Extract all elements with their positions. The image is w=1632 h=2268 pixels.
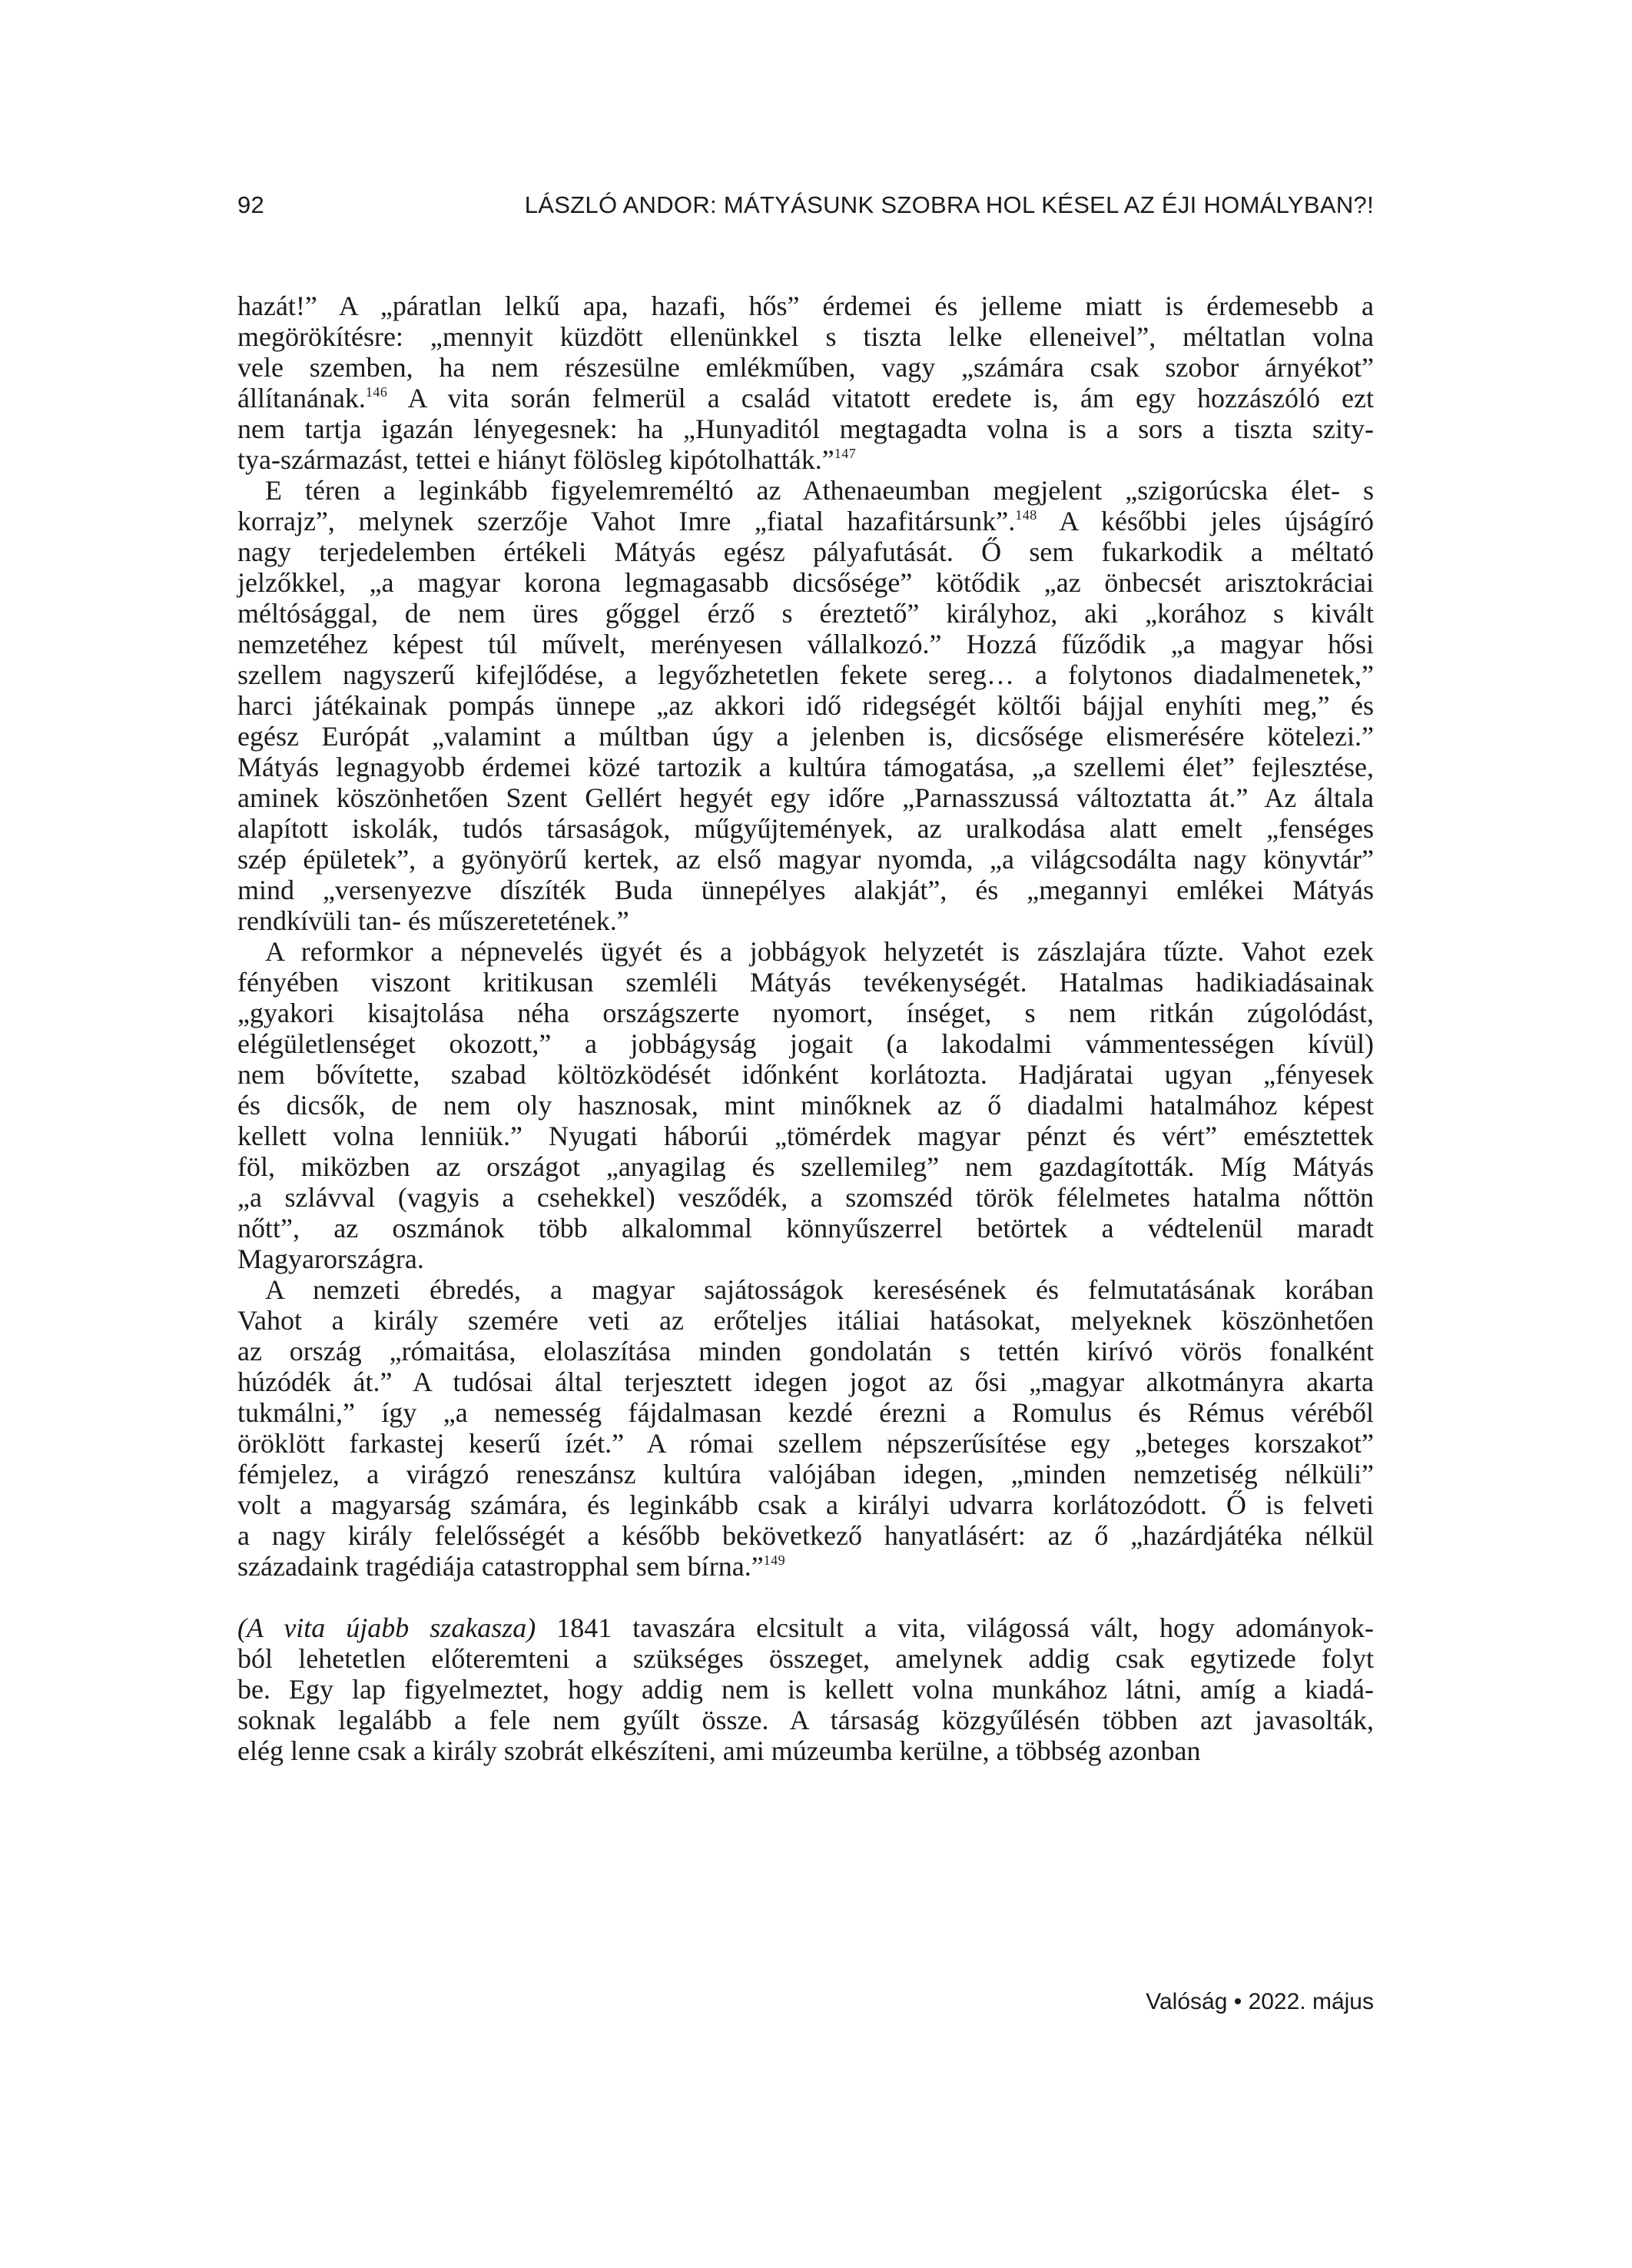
text-line bbox=[237, 998, 1374, 1028]
text-run: A reformkor a népnevelés ügyét és a jobbágyok helyzetét is zászlajára tűzte. Vahot ezek bbox=[265, 936, 1374, 967]
text-line bbox=[237, 905, 1374, 936]
footnote-ref: 147 bbox=[834, 446, 857, 461]
page-footer: Valóság • 2022. május bbox=[1146, 1989, 1374, 2014]
text-line bbox=[237, 475, 1374, 506]
page-number: 92 bbox=[237, 191, 265, 218]
text-run: húzódék át.” A tudósai által terjesztett idegen jogot az ősi „magyar alkotmányra akarta bbox=[237, 1366, 1374, 1397]
text-run: nem bővítette, szabad költözködését időnként korlátozta. Hadjáratai ugyan „fényesek bbox=[237, 1059, 1374, 1090]
text-line bbox=[237, 1643, 1374, 1674]
footnote-ref: 148 bbox=[1015, 507, 1037, 523]
text-line bbox=[237, 1244, 1374, 1274]
text-run: vele szemben, ha nem részesülne emlékműben, vagy „számára csak szobor árnyékot” bbox=[237, 352, 1374, 383]
text-line bbox=[237, 506, 1374, 536]
text-line bbox=[237, 690, 1374, 721]
text-line bbox=[237, 1182, 1374, 1213]
text-run: nem tartja igazán lényegesnek: ha „Hunyaditól megtagadta volna is a sors a tiszta szity- bbox=[237, 413, 1374, 444]
text-run: A későbbi jeles újságíró bbox=[1037, 506, 1374, 536]
text-line bbox=[237, 1090, 1374, 1121]
text-run: A nemzeti ébredés, a magyar sajátosságok keresésének és felmutatásának korában bbox=[265, 1274, 1374, 1305]
paragraph bbox=[237, 475, 1374, 936]
text-run: föl, miközben az országot „anyagilag és szellemileg” nem gazdagították. Míg Mátyás bbox=[237, 1151, 1374, 1182]
text-run: tya-származást, tettei e hiányt fölösleg kipótolhatták.” bbox=[237, 444, 834, 475]
text-line bbox=[237, 629, 1374, 659]
text-run: be. Egy lap figyelmeztet, hogy addig nem is kellett volna munkához látni, amíg a kiadá- bbox=[237, 1674, 1374, 1705]
text-line bbox=[237, 1705, 1374, 1735]
text-line bbox=[237, 1612, 1374, 1643]
text-run: Magyarországra. bbox=[237, 1244, 424, 1274]
article-body bbox=[237, 291, 1374, 1766]
text-run: állítanának. bbox=[237, 383, 366, 413]
text-run: korrajz”, melynek szerzője Vahot Imre „fiatal hazafitársunk”. bbox=[237, 506, 1016, 536]
text-run: „gyakori kisajtolása néha országszerte nyomort, ínséget, s nem ritkán zúgolódást, bbox=[237, 998, 1374, 1028]
paragraph bbox=[237, 291, 1374, 475]
text-line bbox=[237, 1397, 1374, 1428]
text-line bbox=[237, 1428, 1374, 1459]
section-gap bbox=[237, 1582, 1374, 1612]
text-line bbox=[237, 1274, 1374, 1305]
text-line bbox=[237, 782, 1374, 813]
text-run: A vita során felmerül a család vitatott eredete is, ám egy hozzászóló ezt bbox=[387, 383, 1374, 413]
text-line bbox=[237, 659, 1374, 690]
text-run: harci játékainak pompás ünnepe „az akkori idő ridegségét költői bájjal enyhíti meg,” és bbox=[237, 690, 1374, 721]
text-run: egész Európát „valamint a múltban úgy a jelenben is, dicsősége elismerésére kötelezi.” bbox=[237, 721, 1374, 752]
text-line bbox=[237, 291, 1374, 321]
text-line bbox=[237, 1059, 1374, 1090]
text-line bbox=[237, 413, 1374, 444]
footnote-ref: 149 bbox=[763, 1552, 786, 1568]
text-run: nőtt”, az oszmánok több alkalommal könnyűszerrel betörtek a védtelenül maradt bbox=[237, 1213, 1374, 1244]
text-line bbox=[237, 1151, 1374, 1182]
paragraph bbox=[237, 1612, 1374, 1766]
text-run: alapított iskolák, tudós társaságok, műgyűjtemények, az uralkodása alatt emelt „fenséges bbox=[237, 813, 1374, 844]
text-run: volt a magyarság számára, és leginkább csak a királyi udvarra korlátozódott. Ő is felveti bbox=[237, 1489, 1374, 1520]
text-line bbox=[237, 752, 1374, 782]
text-run: jelzőkkel, „a magyar korona legmagasabb dicsősége” kötődik „az önbecsét arisztokráciai bbox=[237, 567, 1374, 598]
text-line bbox=[237, 1674, 1374, 1705]
text-line bbox=[237, 1489, 1374, 1520]
text-run: a nagy király felelősségét a később bekövetkező hanyatlásért: az ő „hazárdjátéka nélkül bbox=[237, 1520, 1374, 1551]
text-line bbox=[237, 444, 1374, 475]
text-run: méltósággal, de nem üres gőggel érző s éreztető” királyhoz, aki „korához s kivált bbox=[237, 598, 1374, 629]
text-line bbox=[237, 875, 1374, 905]
paragraph bbox=[237, 1274, 1374, 1582]
text-line bbox=[237, 598, 1374, 629]
text-line bbox=[237, 567, 1374, 598]
text-run: szép épületek”, a gyönyörű kertek, az első magyar nyomda, „a világcsodálta nagy könyvtár” bbox=[237, 844, 1374, 875]
text-run: tukmálni,” így „a nemesség fájdalmasan kezdé érezni a Romulus és Rémus véréből bbox=[237, 1397, 1374, 1428]
text-line bbox=[237, 1735, 1374, 1766]
text-run: nagy terjedelemben értékeli Mátyás egész pályafutását. Ő sem fukarkodik a méltató bbox=[237, 536, 1374, 567]
text-run: nemzetéhez képest túl művelt, merényesen vállalkozó.” Hozzá fűződik „a magyar hősi bbox=[237, 629, 1374, 659]
text-line bbox=[237, 536, 1374, 567]
text-run: soknak legalább a fele nem gyűlt össze. A társaság közgyűlésén többen azt javasolták, bbox=[237, 1705, 1374, 1735]
text-line bbox=[237, 383, 1374, 413]
text-run: és dicsők, de nem oly hasznosak, mint minőknek az ő diadalmi hatalmához képest bbox=[237, 1090, 1374, 1121]
text-run: fémjelez, a virágzó reneszánsz kultúra valójában idegen, „minden nemzetiség nélküli” bbox=[237, 1459, 1374, 1489]
text-run: 1841 tavaszára elcsitult a vita, világossá vált, hogy adományok- bbox=[536, 1612, 1374, 1643]
text-line bbox=[237, 1551, 1374, 1582]
running-head bbox=[237, 190, 1374, 221]
text-run: századaink tragédiája catastropphal sem bírna.” bbox=[237, 1551, 764, 1582]
paragraph bbox=[237, 936, 1374, 1274]
text-line bbox=[237, 1459, 1374, 1489]
text-line bbox=[237, 1213, 1374, 1244]
text-run: hazát!” A „páratlan lelkű apa, hazafi, hős” érdemei és jelleme miatt is érdemesebb a bbox=[237, 291, 1374, 321]
text-run: „a szlávval (vagyis a csehekkel) vesződék, a szomszéd török félelmetes hatalma nőttön bbox=[237, 1182, 1374, 1213]
text-run: aminek köszönhetően Szent Gellért hegyét egy időre „Parnasszussá változtatta át.” Az általa bbox=[237, 782, 1374, 813]
text-line bbox=[237, 1520, 1374, 1551]
text-run: öröklött farkastej keserű ízét.” A római szellem népszerűsítése egy „beteges korszakot” bbox=[237, 1428, 1374, 1459]
text-run: elégületlenséget okozott,” a jobbágyság jogait (a lakodalmi vámmentességen kívül) bbox=[237, 1028, 1374, 1059]
text-line bbox=[237, 936, 1374, 967]
text-line bbox=[237, 844, 1374, 875]
text-run: rendkívüli tan- és műszeretetének.” bbox=[237, 905, 629, 936]
text-line bbox=[237, 813, 1374, 844]
text-line bbox=[237, 1121, 1374, 1151]
text-run: E téren a leginkább figyelemreméltó az Athenaeumban megjelent „szigorúcska élet- s bbox=[265, 475, 1374, 506]
text-line bbox=[237, 1028, 1374, 1059]
text-line bbox=[237, 352, 1374, 383]
text-line bbox=[237, 1305, 1374, 1336]
text-line bbox=[237, 967, 1374, 998]
text-run: ból lehetetlen előteremteni a szükséges összeget, amelynek addig csak egytizede folyt bbox=[237, 1643, 1374, 1674]
text-line bbox=[237, 721, 1374, 752]
text-run: Vahot a király szemére veti az erőteljes itáliai hatásokat, melyeknek köszönhetően bbox=[237, 1305, 1374, 1336]
text-run: fényében viszont kritikusan szemléli Mátyás tevékenységét. Hatalmas hadikiadásainak bbox=[237, 967, 1374, 998]
text-run: szellem nagyszerű kifejlődése, a legyőzhetetlen fekete sereg… a folytonos diadalmenetek,” bbox=[237, 659, 1374, 690]
text-run: mind „versenyezve díszíték Buda ünnepélyes alakját”, és „megannyi emlékei Mátyás bbox=[237, 875, 1374, 905]
text-run: Mátyás legnagyobb érdemei közé tartozik a kultúra támogatása, „a szellemi élet” fejlesztése, bbox=[237, 752, 1374, 782]
text-run: kellett volna lenniük.” Nyugati háborúi „tömérdek magyar pénzt és vért” emésztettek bbox=[237, 1121, 1374, 1151]
text-run: megörökítésre: „mennyit küzdött ellenünkkel s tiszta lelke elleneivel”, méltatlan volna bbox=[237, 321, 1374, 352]
text-line bbox=[237, 321, 1374, 352]
running-title: LÁSZLÓ ANDOR: MÁTYÁSUNK SZOBRA HOL KÉSEL AZ ÉJI HOMÁLYBAN?! bbox=[524, 191, 1374, 218]
text-run: az ország „rómaitása, elolaszítása minden gondolatán s tettén kirívó vörös fonalként bbox=[237, 1336, 1374, 1366]
text-line bbox=[237, 1336, 1374, 1366]
text-line bbox=[237, 1366, 1374, 1397]
footnote-ref: 146 bbox=[365, 384, 388, 400]
text-run: elég lenne csak a király szobrát elkészíteni, ami múzeumba kerülne, a többség azonban bbox=[237, 1735, 1201, 1766]
section-lead: (A vita újabb szakasza) bbox=[237, 1612, 536, 1643]
